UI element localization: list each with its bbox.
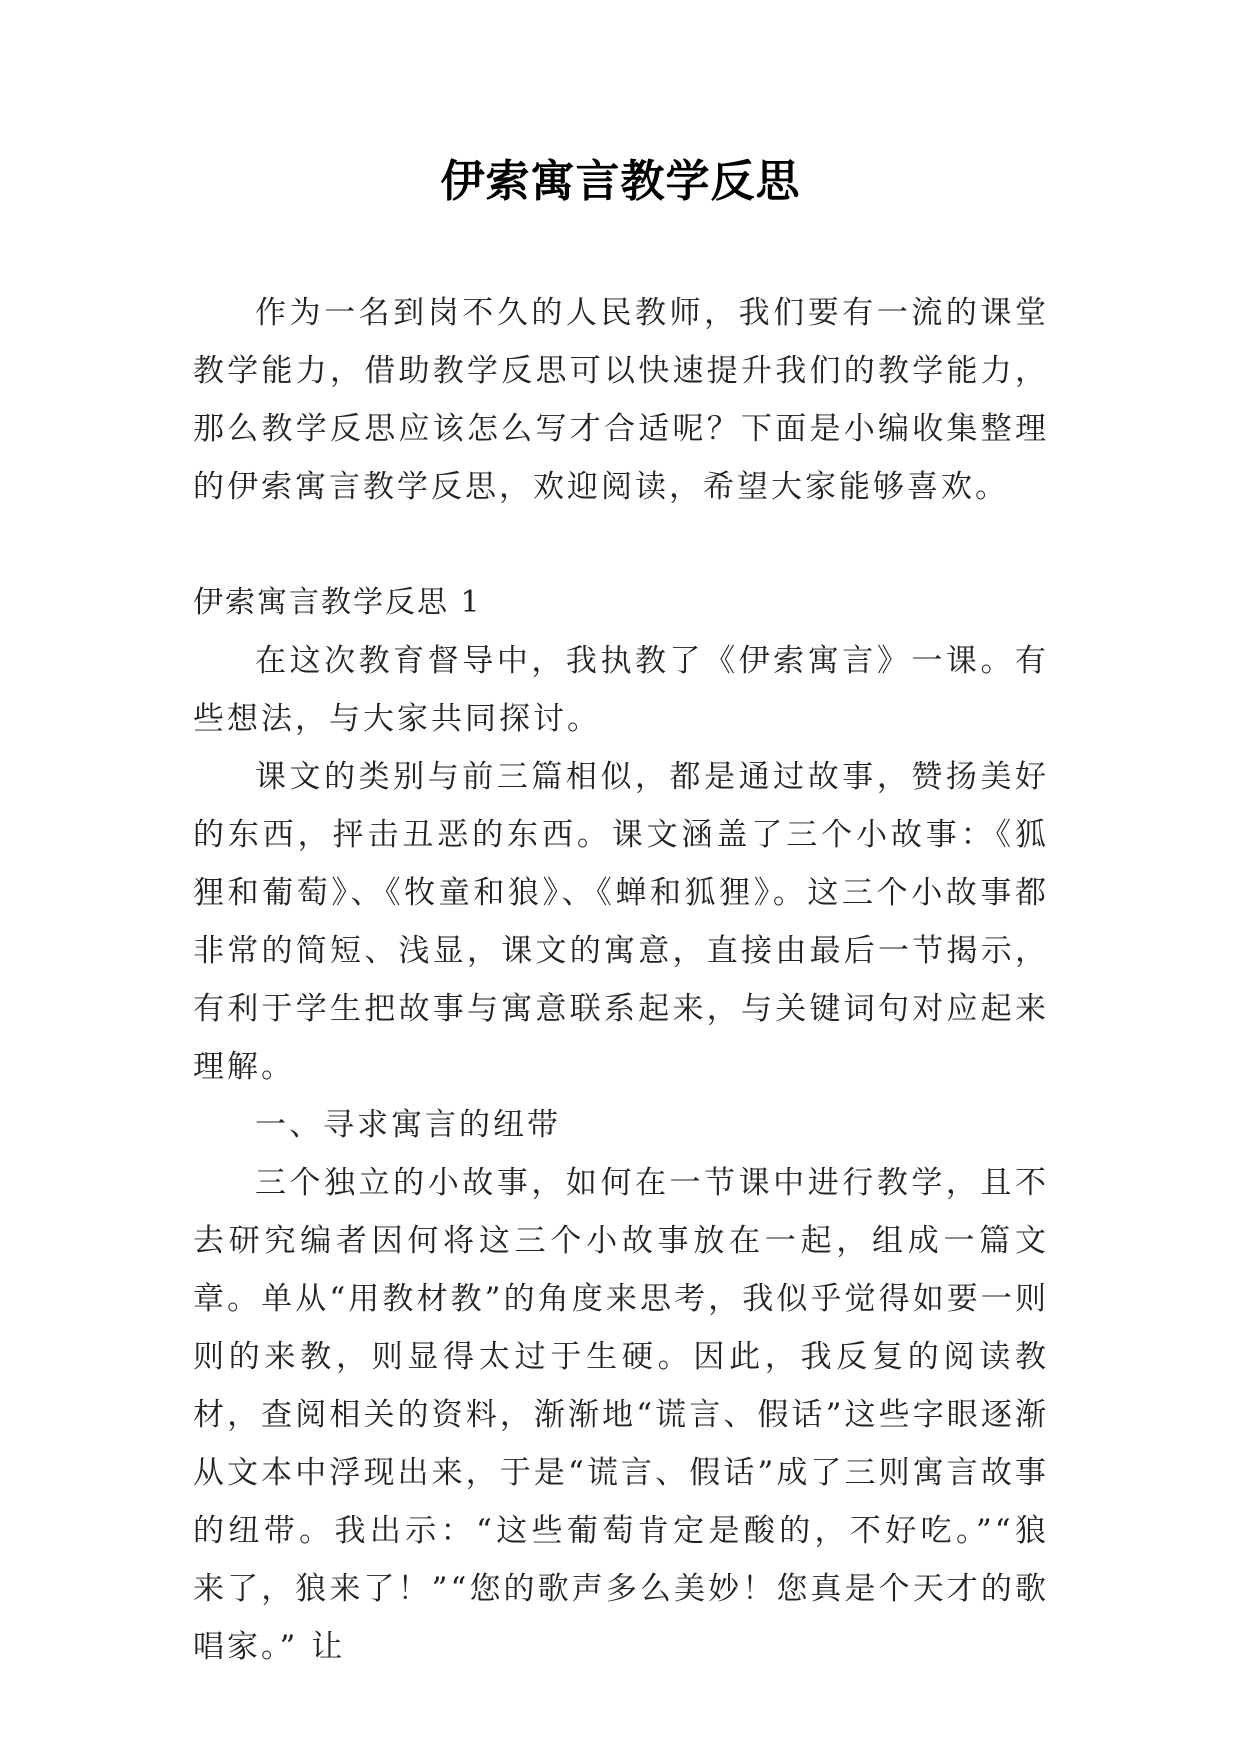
paragraph-2: 课文的类别与前三篇相似，都是通过故事，赞扬美好的东西，抨击丑恶的东西。课文涵盖了三个小故事：《狐狸和葡萄》、《牧童和狼》、《蝉和狐狸》。这三个小故事都非常的简短、浅显，课文的寓意，直接由最后一节揭示，有利于学生把故事与寓意联系起来，与关键词句对应起来理解。 [193,759,1049,1085]
paragraph-3: 三个独立的小故事，如何在一节课中进行教学，且不去研究编者因何将这三个小故事放在一起，组成一篇文章。单从“用教材教”的角度来思考，我似乎觉得如要一则则的来教，则显得太过于生硬。因此，我反复的阅读教材，查阅相关的资料，渐渐地“谎言、假话”这些字眼逐渐从文本中浮现出来，于是“谎言、假话”成了三则寓言故事的纽带。我出示：“这些葡萄肯定是酸的，不好吃。”“狼来了，狼来了！”“您的歌声多么美妙！您真是个天才的歌唱家。” 让 [193,1165,1049,1665]
paragraph-1: 在这次教育督导中，我执教了《伊索寓言》一课。有些想法，与大家共同探讨。 [193,643,1049,737]
intro-paragraph: 作为一名到岗不久的人民教师，我们要有一流的课堂教学能力，借助教学反思可以快速提升我们的教学能力，那么教学反思应该怎么写才合适呢？下面是小编收集整理的伊索寓言教学反思，欢迎阅读，希望大家能够喜欢。 [193,295,1049,505]
intro-section [193,284,1049,516]
document-title: 伊索寓言教学反思 [440,156,801,207]
section-content [193,632,1049,1676]
section-heading: 伊索寓言教学反思 1 [193,585,482,620]
subheading-1: 一、寻求寓言的纽带 [255,1107,561,1143]
